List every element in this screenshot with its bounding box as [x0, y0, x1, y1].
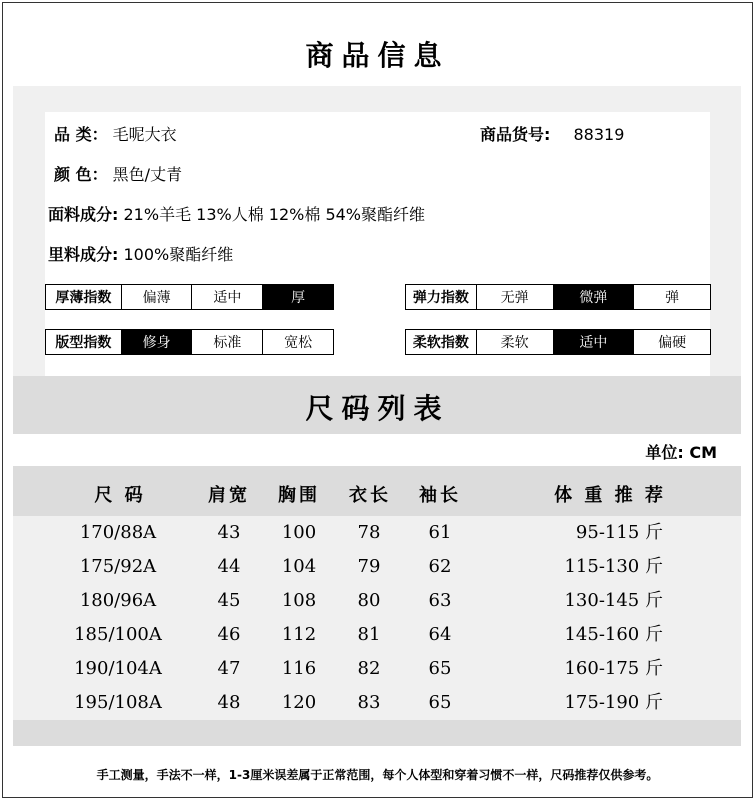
cell-length: 79 [357, 556, 381, 577]
measurement-note: 手工测量，手法不一样，1-3厘米误差属于正常范围，每个人体型和穿着习惯不一样，尺码推荐仅供参考。 [96, 768, 659, 782]
fabric-label: 面料成分: [48, 205, 119, 224]
size-table [13, 516, 741, 720]
cell-shoulder: 48 [217, 692, 241, 713]
cell-sleeve: 65 [428, 692, 452, 713]
cell-length: 78 [357, 522, 381, 543]
color-label: 颜 色： [54, 165, 108, 184]
cell-weight: 175-190 斤 [564, 692, 663, 713]
category-row [54, 122, 177, 145]
cell-chest: 100 [281, 522, 317, 543]
fabric-row [48, 202, 425, 225]
thickness-option: 适中 [191, 285, 262, 309]
table-footer-band [13, 720, 741, 746]
cell-chest: 120 [281, 692, 317, 713]
cell-weight: 115-130 斤 [564, 556, 663, 577]
elasticity-index-label: 弹力指数 [412, 290, 469, 306]
cell-size: 170/88A [79, 522, 157, 543]
sku-value: 88319 [573, 125, 625, 144]
lining-value: 100%聚酯纤维 [123, 245, 234, 264]
elasticity-index [405, 284, 711, 310]
cell-size: 185/100A [74, 624, 162, 645]
cell-chest: 112 [281, 624, 317, 645]
fit-option: 标准 [191, 330, 262, 354]
thickness-option: 厚 [262, 285, 333, 309]
cell-shoulder: 45 [217, 590, 241, 611]
header-weight: 体 重 推 荐 [554, 485, 666, 506]
cell-chest: 108 [281, 590, 317, 611]
cell-sleeve: 65 [428, 658, 452, 679]
cell-weight: 145-160 斤 [564, 624, 663, 645]
lining-label: 里料成分: [48, 245, 119, 264]
cell-size: 190/104A [74, 658, 162, 679]
color-value: 黑色/丈青 [112, 165, 183, 184]
sku-row [480, 122, 624, 145]
fit-option: 修身 [121, 330, 192, 354]
softness-option: 适中 [553, 330, 634, 354]
cell-length: 82 [357, 658, 381, 679]
cell-shoulder: 46 [217, 624, 241, 645]
cell-size: 180/96A [79, 590, 157, 611]
softness-index [405, 329, 711, 355]
thickness-option: 偏薄 [121, 285, 192, 309]
cell-length: 81 [357, 624, 381, 645]
table-row [13, 584, 741, 618]
cell-length: 80 [357, 590, 381, 611]
cell-size: 195/108A [74, 692, 162, 713]
size-list-title: 尺码列表 [305, 392, 450, 425]
cell-weight: 130-145 斤 [564, 590, 663, 611]
header-chest: 胸围 [278, 485, 320, 506]
cell-shoulder: 43 [217, 522, 241, 543]
softness-index-label: 柔软指数 [412, 335, 469, 351]
color-row [54, 162, 182, 185]
thickness-index [45, 284, 334, 310]
product-info-title: 商品信息 [305, 39, 450, 72]
category-value: 毛呢大衣 [112, 125, 177, 144]
fit-index-label: 版型指数 [55, 335, 112, 351]
softness-option: 柔软 [476, 330, 553, 354]
cell-sleeve: 61 [428, 522, 452, 543]
cell-sleeve: 63 [428, 590, 452, 611]
cell-shoulder: 47 [217, 658, 241, 679]
cell-chest: 116 [281, 658, 317, 679]
table-row [13, 652, 741, 686]
cell-weight: 160-175 斤 [564, 658, 663, 679]
fit-option: 宽松 [262, 330, 333, 354]
header-length: 衣长 [349, 485, 391, 506]
unit-label: 单位: CM [645, 443, 717, 462]
sku-label: 商品货号: [480, 125, 551, 144]
cell-sleeve: 64 [428, 624, 452, 645]
header-size: 尺 码 [94, 485, 146, 506]
header-sleeve: 袖长 [419, 485, 461, 506]
thickness-index-label: 厚薄指数 [55, 290, 112, 306]
fit-index [45, 329, 334, 355]
elasticity-option: 弹 [633, 285, 710, 309]
category-label: 品 类： [54, 125, 108, 144]
header-shoulder: 肩宽 [208, 485, 250, 506]
cell-sleeve: 62 [428, 556, 452, 577]
softness-option: 偏硬 [633, 330, 710, 354]
table-row [13, 516, 741, 550]
cell-chest: 104 [281, 556, 317, 577]
fabric-value: 21%羊毛 13%人棉 12%棉 54%聚酯纤维 [123, 205, 426, 224]
cell-shoulder: 44 [217, 556, 241, 577]
table-row [13, 550, 741, 584]
cell-length: 83 [357, 692, 381, 713]
table-row [13, 686, 741, 720]
table-row [13, 618, 741, 652]
elasticity-option: 无弹 [476, 285, 553, 309]
lining-row [48, 242, 233, 265]
elasticity-option: 微弹 [553, 285, 634, 309]
cell-size: 175/92A [79, 556, 157, 577]
cell-weight: 95-115 斤 [575, 522, 663, 543]
